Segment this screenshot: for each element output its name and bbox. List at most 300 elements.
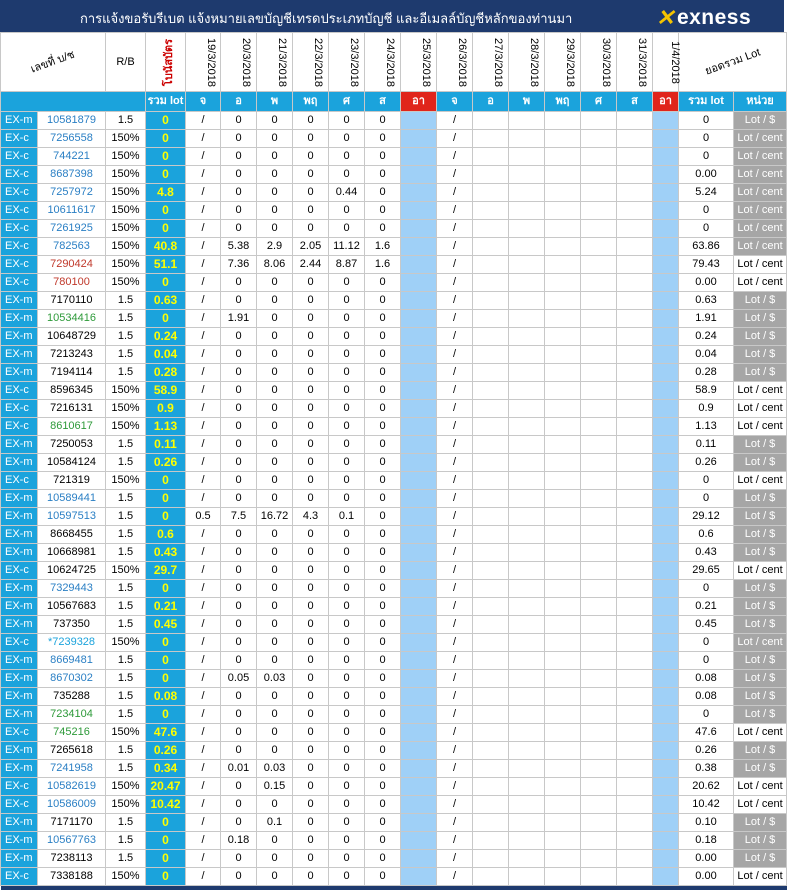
- day-lot: /: [437, 166, 473, 184]
- sum-lot: 0: [146, 670, 186, 688]
- day-lot: [509, 310, 545, 328]
- sum-lot: 0.21: [146, 598, 186, 616]
- day-lot: 0: [293, 850, 329, 868]
- account-number: 10586009: [38, 796, 106, 814]
- day-lot: 0: [221, 292, 257, 310]
- account-type: EX-c: [1, 796, 38, 814]
- header-date: [186, 33, 221, 92]
- account-number: 8610617: [38, 418, 106, 436]
- day-lot: [545, 400, 581, 418]
- rebate-rate: 150%: [106, 418, 146, 436]
- sum-lot: 0: [146, 868, 186, 886]
- day-lot: [545, 364, 581, 382]
- day-lot: [401, 256, 437, 274]
- day-lot: [617, 814, 653, 832]
- sum-lot: 0.26: [146, 742, 186, 760]
- day-lot: /: [186, 778, 221, 796]
- unit: Lot / cent: [734, 868, 787, 886]
- day-lot: [509, 850, 545, 868]
- rebate-rate: 1.5: [106, 598, 146, 616]
- day-lot: [401, 436, 437, 454]
- subheader-day: พฤ: [545, 92, 581, 112]
- day-lot: /: [437, 814, 473, 832]
- day-lot: [401, 544, 437, 562]
- day-lot: 0: [293, 598, 329, 616]
- account-type: EX-m: [1, 310, 38, 328]
- header-date-label: 25/3/2018: [419, 37, 432, 87]
- rebate-rate: 1.5: [106, 346, 146, 364]
- day-lot: [545, 742, 581, 760]
- account-number: 737350: [38, 616, 106, 634]
- day-lot: [401, 508, 437, 526]
- day-lot: 0: [329, 418, 365, 436]
- day-lot: /: [186, 328, 221, 346]
- day-lot: [581, 868, 617, 886]
- day-lot: 0: [293, 454, 329, 472]
- footer-band: [257, 886, 293, 890]
- day-lot: [653, 526, 679, 544]
- total-lot: 47.6: [679, 724, 734, 742]
- day-lot: 0: [221, 490, 257, 508]
- day-lot: [653, 598, 679, 616]
- day-lot: 0: [221, 706, 257, 724]
- day-lot: 0: [293, 400, 329, 418]
- day-lot: 0: [365, 616, 401, 634]
- header-date: [365, 33, 401, 92]
- day-lot: 0: [221, 418, 257, 436]
- sum-lot: 0: [146, 706, 186, 724]
- unit: Lot / $: [734, 616, 787, 634]
- day-lot: [581, 436, 617, 454]
- day-lot: [617, 328, 653, 346]
- day-lot: /: [186, 454, 221, 472]
- day-lot: 0: [293, 220, 329, 238]
- day-lot: [581, 346, 617, 364]
- day-lot: [473, 112, 509, 130]
- day-lot: 0: [329, 868, 365, 886]
- day-lot: 0: [365, 184, 401, 202]
- total-lot: 0.26: [679, 454, 734, 472]
- day-lot: 0: [329, 346, 365, 364]
- day-lot: [617, 778, 653, 796]
- sum-lot: 20.47: [146, 778, 186, 796]
- day-lot: 0: [257, 418, 293, 436]
- header-date: [437, 33, 473, 92]
- day-lot: [401, 580, 437, 598]
- account-number: 745216: [38, 724, 106, 742]
- day-lot: [473, 328, 509, 346]
- day-lot: [653, 490, 679, 508]
- day-lot: 0: [221, 580, 257, 598]
- day-lot: 0: [257, 112, 293, 130]
- day-lot: 0: [293, 778, 329, 796]
- day-lot: [617, 364, 653, 382]
- account-number: 721319: [38, 472, 106, 490]
- footer-band: [617, 886, 653, 890]
- day-lot: [653, 580, 679, 598]
- table-row: [1, 418, 787, 436]
- day-lot: [509, 148, 545, 166]
- day-lot: [581, 364, 617, 382]
- day-lot: [473, 202, 509, 220]
- day-lot: [545, 652, 581, 670]
- account-type: EX-c: [1, 382, 38, 400]
- total-lot: 29.12: [679, 508, 734, 526]
- day-lot: [545, 724, 581, 742]
- day-lot: [617, 418, 653, 436]
- day-lot: [545, 580, 581, 598]
- account-type: EX-m: [1, 814, 38, 832]
- total-lot: 0: [679, 148, 734, 166]
- subheader-sum-lot-2: รวม lot: [679, 92, 734, 112]
- sum-lot: 0.43: [146, 544, 186, 562]
- day-lot: [545, 796, 581, 814]
- day-lot: 2.9: [257, 238, 293, 256]
- rebate-rate: 150%: [106, 238, 146, 256]
- day-lot: 0: [329, 400, 365, 418]
- rebate-rate: 150%: [106, 796, 146, 814]
- rebate-rate: 1.5: [106, 616, 146, 634]
- account-number: *7239328: [38, 634, 106, 652]
- table-row: [1, 436, 787, 454]
- unit: Lot / $: [734, 526, 787, 544]
- day-lot: /: [437, 382, 473, 400]
- unit: Lot / $: [734, 310, 787, 328]
- day-lot: [473, 832, 509, 850]
- day-lot: 0.05: [221, 670, 257, 688]
- day-lot: /: [437, 850, 473, 868]
- account-number: 7234104: [38, 706, 106, 724]
- day-lot: [617, 400, 653, 418]
- day-lot: [545, 706, 581, 724]
- account-number: 7265618: [38, 742, 106, 760]
- day-lot: [509, 346, 545, 364]
- day-lot: [473, 310, 509, 328]
- sum-lot: 0: [146, 652, 186, 670]
- day-lot: 0: [293, 202, 329, 220]
- day-lot: [581, 814, 617, 832]
- day-lot: [473, 382, 509, 400]
- header-date: [293, 33, 329, 92]
- sum-lot: 0: [146, 310, 186, 328]
- day-lot: 0.1: [257, 814, 293, 832]
- day-lot: [545, 760, 581, 778]
- day-lot: [653, 508, 679, 526]
- day-lot: /: [186, 616, 221, 634]
- rebate-rate: 150%: [106, 868, 146, 886]
- day-lot: 0: [293, 184, 329, 202]
- day-lot: [581, 202, 617, 220]
- day-lot: 0: [221, 796, 257, 814]
- day-lot: 0: [293, 724, 329, 742]
- day-lot: [401, 832, 437, 850]
- day-lot: [581, 760, 617, 778]
- day-lot: [617, 724, 653, 742]
- subheader-day: พ: [509, 92, 545, 112]
- day-lot: 0: [365, 688, 401, 706]
- sum-lot: 40.8: [146, 238, 186, 256]
- unit: Lot / cent: [734, 472, 787, 490]
- table-row: [1, 364, 787, 382]
- day-lot: 0: [221, 400, 257, 418]
- day-lot: 0: [365, 580, 401, 598]
- day-lot: [509, 364, 545, 382]
- day-lot: [401, 400, 437, 418]
- header-date: [329, 33, 365, 92]
- day-lot: 0: [221, 544, 257, 562]
- day-lot: 0: [257, 382, 293, 400]
- day-lot: 0: [257, 868, 293, 886]
- day-lot: [509, 742, 545, 760]
- total-lot: 0.38: [679, 760, 734, 778]
- day-lot: [617, 634, 653, 652]
- day-lot: [581, 184, 617, 202]
- day-lot: [617, 454, 653, 472]
- footer-band: [365, 886, 401, 890]
- footer-band: [293, 886, 329, 890]
- table-row: [1, 274, 787, 292]
- table-row: [1, 706, 787, 724]
- day-lot: [581, 148, 617, 166]
- day-lot: [653, 220, 679, 238]
- day-lot: 0: [257, 526, 293, 544]
- table-row: [1, 868, 787, 886]
- day-lot: 0: [329, 292, 365, 310]
- day-lot: 0.03: [257, 760, 293, 778]
- day-lot: [545, 310, 581, 328]
- day-lot: 0: [221, 688, 257, 706]
- day-lot: [401, 688, 437, 706]
- day-lot: [509, 292, 545, 310]
- day-lot: 0: [329, 364, 365, 382]
- day-lot: 0: [365, 724, 401, 742]
- total-lot: 0.10: [679, 814, 734, 832]
- total-lot: 0.43: [679, 544, 734, 562]
- day-lot: [581, 238, 617, 256]
- day-lot: [401, 292, 437, 310]
- footer-band: [679, 886, 734, 890]
- day-lot: 0: [257, 310, 293, 328]
- day-lot: [509, 634, 545, 652]
- day-lot: [473, 814, 509, 832]
- day-lot: [617, 850, 653, 868]
- account-number: 7213243: [38, 346, 106, 364]
- total-lot: 0.18: [679, 832, 734, 850]
- unit: Lot / $: [734, 850, 787, 868]
- account-type: EX-m: [1, 760, 38, 778]
- day-lot: [473, 436, 509, 454]
- day-lot: 0: [257, 454, 293, 472]
- day-lot: [581, 634, 617, 652]
- table-row: [1, 544, 787, 562]
- day-lot: [653, 364, 679, 382]
- day-lot: 0.44: [329, 184, 365, 202]
- day-lot: 0: [257, 166, 293, 184]
- day-lot: /: [437, 292, 473, 310]
- day-lot: [581, 418, 617, 436]
- header-date: [473, 33, 509, 92]
- table-row: [1, 472, 787, 490]
- day-lot: 0: [365, 364, 401, 382]
- account-type: EX-c: [1, 274, 38, 292]
- account-type: EX-c: [1, 724, 38, 742]
- day-lot: /: [186, 364, 221, 382]
- day-lot: /: [186, 490, 221, 508]
- day-lot: [545, 490, 581, 508]
- day-lot: 0: [257, 832, 293, 850]
- subheader-day: ส: [365, 92, 401, 112]
- rebate-rate: 1.5: [106, 670, 146, 688]
- exness-logo: [656, 5, 751, 31]
- day-lot: [545, 130, 581, 148]
- day-lot: /: [186, 742, 221, 760]
- unit: Lot / $: [734, 598, 787, 616]
- day-lot: [653, 742, 679, 760]
- day-lot: 7.5: [221, 508, 257, 526]
- day-lot: 0: [365, 814, 401, 832]
- account-number: 744221: [38, 148, 106, 166]
- day-lot: 0: [329, 688, 365, 706]
- day-lot: [473, 796, 509, 814]
- total-lot: 63.86: [679, 238, 734, 256]
- footer-band: [509, 886, 545, 890]
- table-row: [1, 328, 787, 346]
- subheader-day: ศ: [581, 92, 617, 112]
- table-row: [1, 652, 787, 670]
- total-lot: 0.08: [679, 670, 734, 688]
- day-lot: [401, 778, 437, 796]
- day-lot: [473, 760, 509, 778]
- sum-lot: 0: [146, 814, 186, 832]
- day-lot: [545, 634, 581, 652]
- day-lot: [653, 292, 679, 310]
- header-transfer-label: โบนัสบัตร: [163, 38, 176, 86]
- table-row: [1, 814, 787, 832]
- day-lot: 0: [329, 382, 365, 400]
- table-row: [1, 778, 787, 796]
- sum-lot: 0: [146, 472, 186, 490]
- day-lot: 0: [257, 652, 293, 670]
- day-lot: 0: [257, 148, 293, 166]
- header-date: [617, 33, 653, 92]
- day-lot: [653, 184, 679, 202]
- header-account: [1, 33, 106, 92]
- unit: Lot / $: [734, 454, 787, 472]
- account-number: 10581879: [38, 112, 106, 130]
- day-lot: [617, 706, 653, 724]
- account-type: EX-m: [1, 508, 38, 526]
- day-lot: [581, 256, 617, 274]
- day-lot: [509, 832, 545, 850]
- day-lot: /: [437, 544, 473, 562]
- day-lot: 0: [293, 526, 329, 544]
- day-lot: /: [186, 634, 221, 652]
- table-row: [1, 112, 787, 130]
- day-lot: 0: [221, 454, 257, 472]
- day-lot: 0: [365, 832, 401, 850]
- day-lot: 0: [329, 148, 365, 166]
- day-lot: /: [437, 130, 473, 148]
- day-lot: /: [186, 400, 221, 418]
- unit: Lot / $: [734, 760, 787, 778]
- day-lot: [581, 670, 617, 688]
- rebate-rate: 150%: [106, 130, 146, 148]
- day-lot: /: [437, 400, 473, 418]
- account-number: 8670302: [38, 670, 106, 688]
- unit: Lot / cent: [734, 382, 787, 400]
- table-row: [1, 634, 787, 652]
- unit: Lot / $: [734, 742, 787, 760]
- rebate-rate: 150%: [106, 166, 146, 184]
- day-lot: /: [437, 238, 473, 256]
- day-lot: 0: [329, 166, 365, 184]
- day-lot: 0: [365, 742, 401, 760]
- day-lot: 0: [329, 310, 365, 328]
- day-lot: [509, 436, 545, 454]
- day-lot: [473, 508, 509, 526]
- day-lot: 0: [257, 850, 293, 868]
- day-lot: [581, 166, 617, 184]
- day-lot: /: [437, 418, 473, 436]
- day-lot: 0: [293, 382, 329, 400]
- account-type: EX-c: [1, 202, 38, 220]
- day-lot: 0: [365, 130, 401, 148]
- day-lot: [473, 670, 509, 688]
- day-lot: [473, 490, 509, 508]
- day-lot: 0: [329, 472, 365, 490]
- day-lot: 0: [329, 832, 365, 850]
- day-lot: [617, 310, 653, 328]
- header-date-label: 31/3/2018: [635, 37, 648, 87]
- total-lot: 0.28: [679, 364, 734, 382]
- total-lot: 5.24: [679, 184, 734, 202]
- day-lot: 0: [293, 148, 329, 166]
- day-lot: [617, 508, 653, 526]
- day-lot: [581, 652, 617, 670]
- day-lot: 0: [257, 706, 293, 724]
- day-lot: 0: [329, 274, 365, 292]
- day-lot: [509, 202, 545, 220]
- day-lot: 0: [329, 598, 365, 616]
- day-lot: 0: [365, 382, 401, 400]
- total-lot: 0: [679, 112, 734, 130]
- day-lot: [617, 598, 653, 616]
- day-lot: [653, 310, 679, 328]
- day-lot: 0: [365, 598, 401, 616]
- day-lot: [509, 112, 545, 130]
- header-date: [653, 33, 679, 92]
- day-lot: 2.05: [293, 238, 329, 256]
- unit: Lot / cent: [734, 184, 787, 202]
- total-lot: 1.91: [679, 310, 734, 328]
- unit: Lot / $: [734, 364, 787, 382]
- day-lot: 0: [293, 706, 329, 724]
- unit: Lot / $: [734, 490, 787, 508]
- total-lot: 20.62: [679, 778, 734, 796]
- rebate-rate: 150%: [106, 778, 146, 796]
- account-number: 10668981: [38, 544, 106, 562]
- rebate-rate: 150%: [106, 472, 146, 490]
- rebate-rate: 1.5: [106, 832, 146, 850]
- day-lot: [653, 832, 679, 850]
- table-row: [1, 688, 787, 706]
- unit: Lot / $: [734, 580, 787, 598]
- day-lot: 0: [329, 544, 365, 562]
- day-lot: [509, 238, 545, 256]
- day-lot: [653, 562, 679, 580]
- account-type: EX-c: [1, 868, 38, 886]
- sum-lot: 0: [146, 220, 186, 238]
